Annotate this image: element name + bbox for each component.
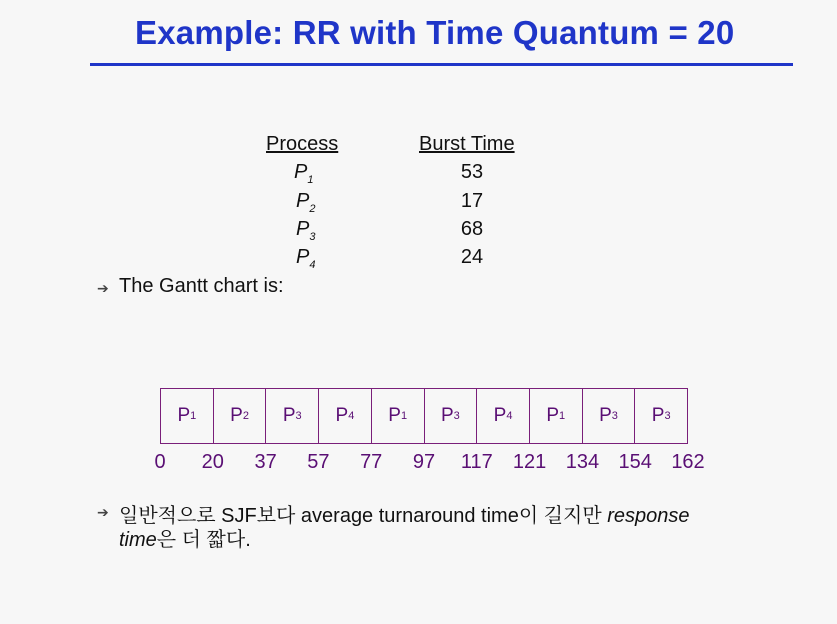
note-line-2: time은 더 짧다. — [119, 529, 251, 551]
gantt-tick-label: 20 — [201, 451, 224, 473]
gantt-tick-label: 0 — [154, 451, 166, 473]
gantt-cell: P 1 — [529, 389, 582, 443]
gantt-tick-label: 162 — [671, 451, 705, 473]
burst-p3: 68 — [460, 218, 484, 240]
gantt-tick-label: 134 — [565, 451, 600, 473]
gantt-intro-text: The Gantt chart is: — [119, 275, 284, 297]
burst-p1: 53 — [460, 161, 484, 183]
gantt-cell: P 2 — [213, 389, 266, 443]
bullet-arrow-icon: ➔ — [97, 504, 109, 520]
gantt-tick-label: 117 — [460, 451, 493, 473]
gantt-cell: P 3 — [634, 389, 687, 443]
gantt-cell: P 4 — [318, 389, 371, 443]
process-p4: $P_4$ — [296, 246, 316, 271]
gantt-tick-label: 97 — [412, 451, 436, 473]
note-line-1: 일반적으로 SJF보다 average turnaround time이 길지만 response — [119, 505, 690, 527]
process-header: Process — [266, 133, 339, 155]
gantt-tick-label: 57 — [307, 451, 330, 473]
gantt-cell: P 3 — [424, 389, 477, 443]
gantt-tick-label: 154 — [618, 451, 652, 473]
slide-title: Example: RR with Time Quantum = 20 — [135, 14, 735, 51]
process-p1: $P_1$ — [294, 161, 314, 186]
gantt-tick-label: 77 — [360, 451, 383, 473]
gantt-cell: P 3 — [582, 389, 635, 443]
burst-p4: 24 — [460, 246, 484, 268]
process-p3: $P_3$ — [296, 218, 316, 243]
burst-time-header: Burst Time — [419, 133, 515, 155]
gantt-cell: P 3 — [265, 389, 318, 443]
gantt-cell: P 1 — [177, 405, 197, 426]
gantt-chart — [160, 388, 688, 444]
gantt-cell: P 1 — [371, 389, 424, 443]
gantt-cell: P 4 — [476, 389, 529, 443]
gantt-tick-label: 37 — [254, 451, 277, 473]
burst-p2: 17 — [460, 190, 484, 212]
gantt-tick-label: 121 — [512, 451, 547, 473]
process-p2: $P_2$ — [296, 190, 316, 215]
title-underline — [90, 63, 793, 66]
bullet-arrow-icon: ➔ — [97, 280, 109, 296]
